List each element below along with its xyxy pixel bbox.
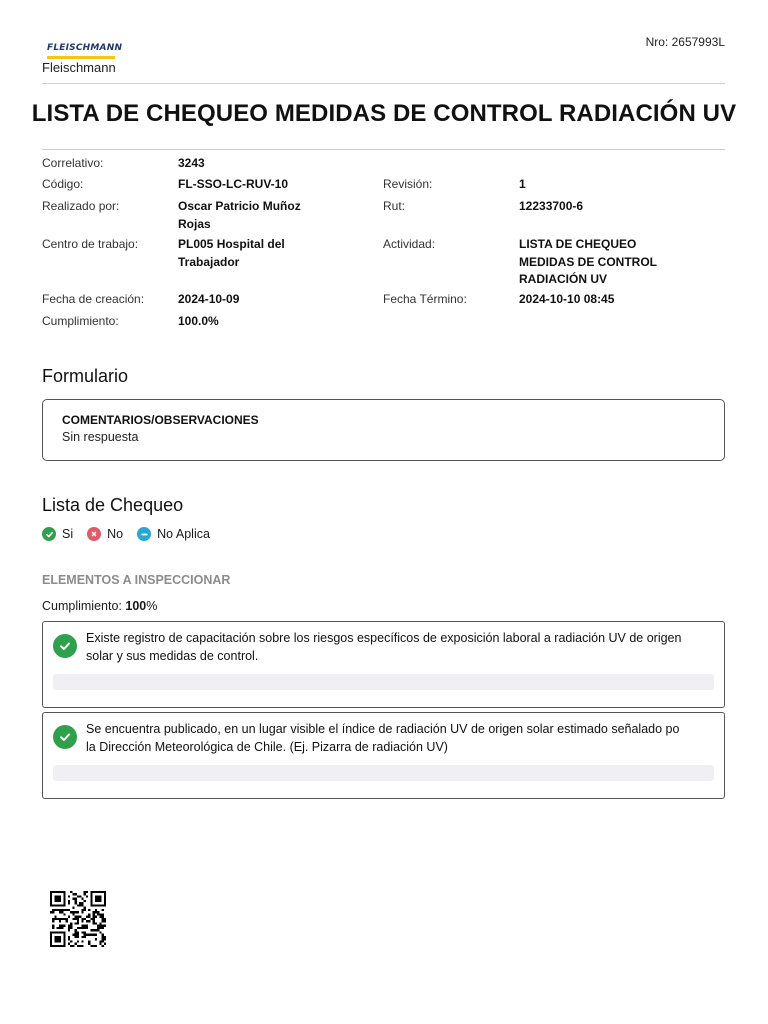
correlativo-value: 3243 xyxy=(178,156,205,170)
checklist-cumplimiento-value: 100 xyxy=(125,599,147,613)
actividad-line: LISTA DE CHEQUEO xyxy=(519,237,637,251)
centro-line: Trabajador xyxy=(178,254,240,269)
logo-text: FLEISCHMANN xyxy=(47,43,123,53)
realizado-label: Realizado por: xyxy=(42,199,120,213)
comentarios-label: COMENTARIOS/OBSERVACIONES xyxy=(62,413,259,427)
item-line: la Dirección Meteorológica de Chile. (Ej. Pizarra de radiación UV) xyxy=(86,739,448,754)
centro-line: PL005 Hospital del xyxy=(178,237,285,251)
divider xyxy=(42,83,725,84)
legend-si-label: Si xyxy=(62,527,74,541)
response-bar xyxy=(53,765,714,781)
formulario-heading: Formulario xyxy=(42,366,129,386)
minus-circle-icon xyxy=(137,527,151,541)
legend-na xyxy=(137,527,210,541)
checklist-item xyxy=(42,621,725,708)
fecha-creacion-label: Fecha de creación: xyxy=(42,292,145,306)
revision-label: Revisión: xyxy=(383,177,433,191)
fecha-termino-label: Fecha Término: xyxy=(383,292,467,306)
fecha-termino-value: 2024-10-10 08:45 xyxy=(519,292,615,306)
centro-label: Centro de trabajo: xyxy=(42,237,139,251)
centro-value xyxy=(178,236,285,271)
checklist-cumplimiento-unit: % xyxy=(146,599,158,613)
x-circle-icon xyxy=(87,527,101,541)
legend-na-label: No Aplica xyxy=(157,527,210,541)
checklist-item-text xyxy=(86,721,734,756)
realizado-line: Oscar Patricio Muñoz xyxy=(178,199,301,213)
item-line: Existe registro de capacitación sobre los riesgos específicos de exposición laboral a radiación UV de origen xyxy=(86,631,682,645)
revision-value: 1 xyxy=(519,177,526,191)
document-number: Nro: 2657993L xyxy=(645,35,725,49)
actividad-value xyxy=(519,236,657,289)
response-bar xyxy=(53,674,714,690)
cumplimiento-label: Cumplimiento: xyxy=(42,314,119,328)
actividad-label: Actividad: xyxy=(383,237,436,251)
fecha-creacion-value: 2024-10-09 xyxy=(178,292,240,306)
divider xyxy=(42,149,725,150)
legend-no xyxy=(87,527,123,541)
correlativo-label: Correlativo: xyxy=(42,156,104,170)
page-title: LISTA DE CHEQUEO MEDIDAS DE CONTROL RADIACIÓN UV xyxy=(31,100,737,127)
check-circle-icon xyxy=(53,725,77,749)
actividad-line: MEDIDAS DE CONTROL xyxy=(519,254,657,269)
checklist-item xyxy=(42,712,725,799)
checklist-cumplimiento-label: Cumplimiento: xyxy=(42,599,122,613)
legend-si xyxy=(42,527,73,541)
cumplimiento-value: 100.0% xyxy=(178,314,219,328)
realizado-line: Rojas xyxy=(178,216,211,231)
codigo-value: FL-SSO-LC-RUV-10 xyxy=(178,177,289,191)
codigo-label: Código: xyxy=(42,177,84,191)
realizado-value xyxy=(178,198,301,233)
checklist-item-text xyxy=(86,630,734,665)
check-circle-icon xyxy=(53,634,77,658)
item-line: Se encuentra publicado, en un lugar visible el índice de radiación UV de origen solar estimado señalado po xyxy=(86,722,680,736)
actividad-line: RADIACIÓN UV xyxy=(519,272,608,286)
section-subtitle: ELEMENTOS A INSPECCIONAR xyxy=(42,573,231,587)
check-circle-icon xyxy=(42,527,56,541)
company-logo xyxy=(47,37,122,59)
checklist-cumplimiento xyxy=(42,599,157,613)
logo-underline xyxy=(47,56,115,59)
legend-no-label: No xyxy=(107,527,124,541)
company-name: Fleischmann xyxy=(42,60,116,75)
comentarios-box xyxy=(42,399,725,461)
item-line: solar y sus medidas de control. xyxy=(86,648,259,663)
comentarios-value: Sin respuesta xyxy=(62,430,139,444)
rut-value: 12233700-6 xyxy=(519,199,584,213)
legend xyxy=(42,527,224,541)
qr-code xyxy=(48,891,108,952)
rut-label: Rut: xyxy=(383,199,406,213)
checklist-heading: Lista de Chequeo xyxy=(42,495,184,515)
